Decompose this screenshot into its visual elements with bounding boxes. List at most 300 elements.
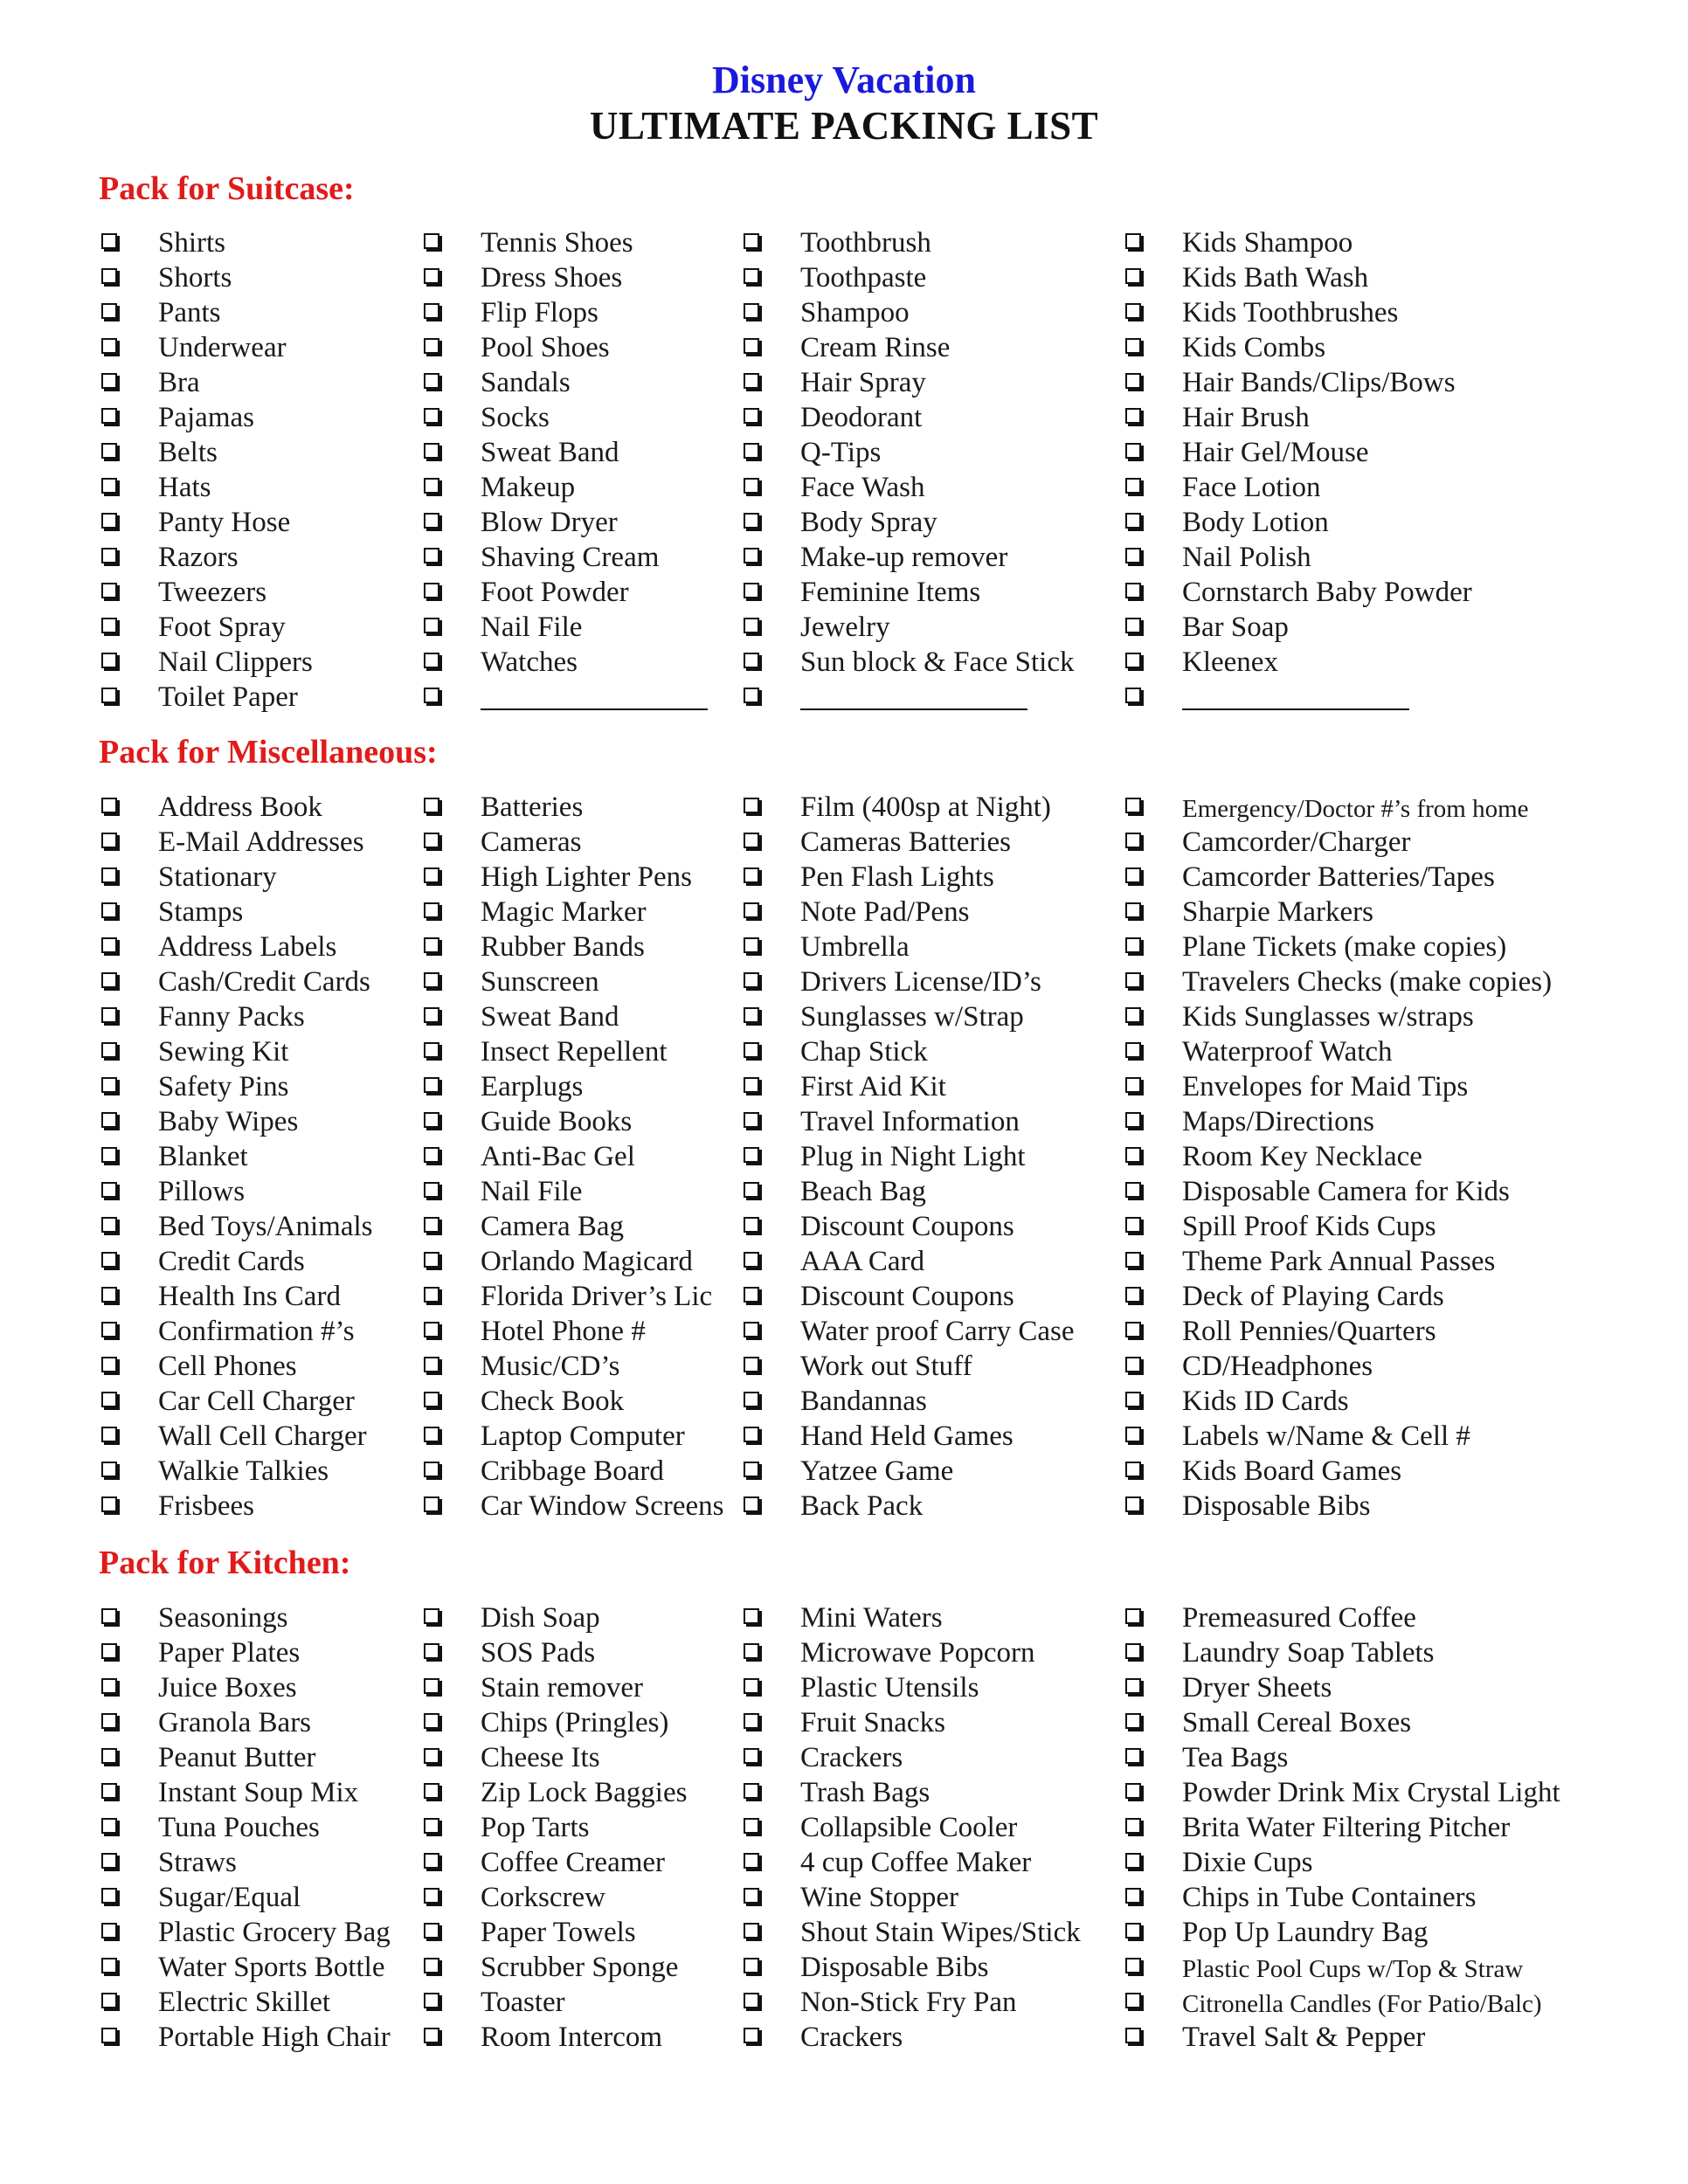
checkbox-icon[interactable] (1125, 1182, 1141, 1198)
item-label-pillows: Pillows (158, 1176, 246, 1207)
item-label-sewing-kit: Sewing Kit (158, 1036, 289, 1068)
item-label-kids-combs: Kids Combs (1182, 332, 1326, 363)
checkbox-icon[interactable] (1125, 233, 1141, 249)
checkbox-icon[interactable] (1125, 1958, 1141, 1973)
checkbox-icon[interactable] (424, 1042, 439, 1058)
item-label-belts: Belts (158, 437, 218, 468)
checkbox-icon[interactable] (424, 1643, 439, 1659)
document-subtitle: ULTIMATE PACKING LIST (589, 104, 1099, 148)
checkbox-icon[interactable] (744, 233, 759, 249)
checkbox-icon[interactable] (744, 972, 759, 988)
checkbox-icon[interactable] (424, 443, 439, 459)
checkbox-icon[interactable] (744, 1818, 759, 1834)
checkbox-icon[interactable] (101, 233, 117, 249)
checkbox-icon[interactable] (101, 1357, 117, 1372)
checkbox-icon[interactable] (744, 1888, 759, 1904)
checkbox-icon[interactable] (744, 937, 759, 953)
item-label-face-lotion: Face Lotion (1182, 472, 1321, 503)
item-label-laptop-computer: Laptop Computer (481, 1420, 685, 1452)
item-label-toothbrush: Toothbrush (800, 227, 931, 259)
checkbox-icon[interactable] (744, 902, 759, 918)
item-label-electric-skillet: Electric Skillet (158, 1987, 331, 2018)
checkbox-icon[interactable] (744, 798, 759, 813)
checkbox-icon[interactable] (1125, 1427, 1141, 1442)
checkbox-icon[interactable] (424, 373, 439, 389)
checkbox-icon[interactable] (744, 1427, 759, 1442)
checkbox-icon[interactable] (744, 1496, 759, 1512)
checkbox-icon[interactable] (1125, 1357, 1141, 1372)
item-label-non-stick-fry-pan: Non-Stick Fry Pan (800, 1987, 1017, 2018)
checkbox-icon[interactable] (424, 1888, 439, 1904)
item-label-baby-wipes: Baby Wipes (158, 1106, 299, 1137)
checkbox-icon[interactable] (1125, 268, 1141, 284)
item-label-toilet-paper: Toilet Paper (158, 681, 298, 713)
item-label-back-pack: Back Pack (800, 1490, 924, 1522)
checkbox-icon[interactable] (101, 1853, 117, 1869)
checkbox-icon[interactable] (744, 1392, 759, 1407)
checkbox-icon[interactable] (424, 867, 439, 883)
checkbox-icon[interactable] (424, 798, 439, 813)
item-label-fruit-snacks: Fruit Snacks (800, 1707, 945, 1738)
blank-entry-line[interactable] (800, 708, 1027, 710)
item-label-juice-boxes: Juice Boxes (158, 1672, 297, 1704)
checkbox-icon[interactable] (1125, 1608, 1141, 1624)
checkbox-icon[interactable] (1125, 867, 1141, 883)
checkbox-icon[interactable] (424, 2028, 439, 2043)
checkbox-icon[interactable] (744, 338, 759, 354)
checkbox-icon[interactable] (1125, 2028, 1141, 2043)
checkbox-icon[interactable] (424, 1853, 439, 1869)
checkbox-icon[interactable] (1125, 1713, 1141, 1729)
checkbox-icon[interactable] (101, 1643, 117, 1659)
item-label-shout-stain-wipes-stick: Shout Stain Wipes/Stick (800, 1917, 1081, 1948)
checkbox-icon[interactable] (424, 1427, 439, 1442)
checkbox-icon[interactable] (424, 1252, 439, 1268)
item-label-spill-proof-kids-cups: Spill Proof Kids Cups (1182, 1211, 1436, 1242)
checkbox-icon[interactable] (744, 1643, 759, 1659)
blank-entry-line[interactable] (1182, 708, 1409, 710)
checkbox-icon[interactable] (101, 1923, 117, 1939)
checkbox-icon[interactable] (744, 1112, 759, 1128)
checkbox-icon[interactable] (1125, 1217, 1141, 1233)
checkbox-icon[interactable] (744, 867, 759, 883)
checkbox-icon[interactable] (744, 1678, 759, 1694)
item-label-kids-bath-wash: Kids Bath Wash (1182, 262, 1369, 294)
checkbox-icon[interactable] (744, 1322, 759, 1337)
item-label-aaa-card: AAA Card (800, 1246, 925, 1277)
item-label-kids-shampoo: Kids Shampoo (1182, 227, 1353, 259)
item-label-blow-dryer: Blow Dryer (481, 507, 618, 538)
item-label-flip-flops: Flip Flops (481, 297, 598, 328)
checkbox-icon[interactable] (101, 268, 117, 284)
item-label-travelers-checks-make-copies: Travelers Checks (make copies) (1182, 966, 1553, 998)
checkbox-icon[interactable] (1125, 653, 1141, 668)
checkbox-icon[interactable] (101, 513, 117, 529)
checkbox-icon[interactable] (744, 1923, 759, 1939)
item-label-4-cup-coffee-maker: 4 cup Coffee Maker (800, 1847, 1032, 1878)
checkbox-icon[interactable] (424, 1287, 439, 1303)
checkbox-icon[interactable] (744, 1182, 759, 1198)
checkbox-icon[interactable] (101, 1496, 117, 1512)
checkbox-icon[interactable] (1125, 798, 1141, 813)
checkbox-icon[interactable] (424, 268, 439, 284)
item-label-deodorant: Deodorant (800, 402, 923, 433)
checkbox-icon[interactable] (424, 1713, 439, 1729)
checkbox-icon[interactable] (424, 972, 439, 988)
checkbox-icon[interactable] (424, 338, 439, 354)
item-label-hair-bands-clips-bows: Hair Bands/Clips/Bows (1182, 367, 1456, 398)
checkbox-icon[interactable] (101, 1287, 117, 1303)
checkbox-icon[interactable] (744, 1993, 759, 2008)
item-label-theme-park-annual-passes: Theme Park Annual Passes (1182, 1246, 1496, 1277)
checkbox-icon[interactable] (101, 1112, 117, 1128)
checkbox-icon[interactable] (744, 268, 759, 284)
checkbox-icon[interactable] (101, 833, 117, 848)
item-label-hotel-phone: Hotel Phone # (481, 1316, 646, 1347)
checkbox-icon[interactable] (744, 548, 759, 563)
item-label-labels-w-name-cell: Labels w/Name & Cell # (1182, 1420, 1470, 1452)
checkbox-icon[interactable] (101, 1958, 117, 1973)
checkbox-icon[interactable] (424, 937, 439, 953)
checkbox-icon[interactable] (424, 1217, 439, 1233)
checkbox-icon[interactable] (101, 583, 117, 598)
checkbox-icon[interactable] (101, 548, 117, 563)
checkbox-icon[interactable] (744, 1252, 759, 1268)
item-label-foot-spray: Foot Spray (158, 612, 286, 643)
item-label-travel-salt-pepper: Travel Salt & Pepper (1182, 2022, 1426, 2053)
checkbox-icon[interactable] (1125, 1322, 1141, 1337)
item-label-note-pad-pens: Note Pad/Pens (800, 896, 970, 928)
item-label-florida-driver-s-lic: Florida Driver’s Lic (481, 1281, 713, 1312)
item-label-instant-soup-mix: Instant Soup Mix (158, 1777, 359, 1808)
item-label-cameras: Cameras (481, 826, 582, 858)
checkbox-icon[interactable] (1125, 338, 1141, 354)
checkbox-icon[interactable] (1125, 1252, 1141, 1268)
item-label-cheese-its: Cheese Its (481, 1742, 600, 1773)
item-label-yatzee-game: Yatzee Game (800, 1455, 954, 1487)
checkbox-icon[interactable] (1125, 1042, 1141, 1058)
checkbox-icon[interactable] (1125, 1783, 1141, 1799)
item-label-disposable-bibs: Disposable Bibs (800, 1952, 989, 1983)
item-label-socks: Socks (481, 402, 550, 433)
checkbox-icon[interactable] (101, 2028, 117, 2043)
item-label-emergency-doctor-s-from-home: Emergency/Doctor #’s from home (1182, 795, 1529, 823)
checkbox-icon[interactable] (744, 1287, 759, 1303)
checkbox-icon[interactable] (744, 618, 759, 633)
item-label-crackers: Crackers (800, 1742, 903, 1773)
item-label-portable-high-chair: Portable High Chair (158, 2022, 391, 2053)
checkbox-icon[interactable] (424, 478, 439, 494)
checkbox-icon[interactable] (1125, 1287, 1141, 1303)
checkbox-icon[interactable] (424, 1993, 439, 2008)
checkbox-icon[interactable] (101, 1147, 117, 1163)
item-label-address-book: Address Book (158, 791, 322, 823)
checkbox-icon[interactable] (424, 1748, 439, 1764)
checkbox-icon[interactable] (101, 653, 117, 668)
item-label-credit-cards: Credit Cards (158, 1246, 305, 1277)
checkbox-icon[interactable] (424, 1147, 439, 1163)
item-label-high-lighter-pens: High Lighter Pens (481, 861, 692, 893)
checkbox-icon[interactable] (101, 338, 117, 354)
checkbox-icon[interactable] (1125, 1678, 1141, 1694)
checkbox-icon[interactable] (101, 1322, 117, 1337)
checkbox-icon[interactable] (424, 1182, 439, 1198)
document-title: Disney Vacation (712, 59, 976, 101)
checkbox-icon[interactable] (101, 1182, 117, 1198)
checkbox-icon[interactable] (1125, 1643, 1141, 1659)
checkbox-icon[interactable] (101, 867, 117, 883)
item-label-sun-block-face-stick: Sun block & Face Stick (800, 646, 1075, 678)
checkbox-icon[interactable] (101, 478, 117, 494)
section-heading-miscellaneous: Pack for Miscellaneous: (99, 734, 438, 771)
item-label-disposable-bibs: Disposable Bibs (1182, 1490, 1371, 1522)
checkbox-icon[interactable] (744, 408, 759, 424)
checkbox-icon[interactable] (424, 1462, 439, 1477)
item-label-camcorder-charger: Camcorder/Charger (1182, 826, 1411, 858)
item-label-zip-lock-baggies: Zip Lock Baggies (481, 1777, 688, 1808)
checkbox-icon[interactable] (1125, 1392, 1141, 1407)
checkbox-icon[interactable] (101, 937, 117, 953)
checkbox-icon[interactable] (1125, 408, 1141, 424)
checkbox-icon[interactable] (424, 618, 439, 633)
item-label-sharpie-markers: Sharpie Markers (1182, 896, 1374, 928)
checkbox-icon[interactable] (101, 1993, 117, 2008)
checkbox-icon[interactable] (1125, 1888, 1141, 1904)
checkbox-icon[interactable] (101, 618, 117, 633)
checkbox-icon[interactable] (1125, 1496, 1141, 1512)
checkbox-icon[interactable] (424, 408, 439, 424)
checkbox-icon[interactable] (744, 1748, 759, 1764)
checkbox-icon[interactable] (101, 1608, 117, 1624)
checkbox-icon[interactable] (1125, 618, 1141, 633)
checkbox-icon[interactable] (1125, 478, 1141, 494)
checkbox-icon[interactable] (1125, 513, 1141, 529)
checkbox-icon[interactable] (424, 688, 439, 703)
item-label-powder-drink-mix-crystal-light: Powder Drink Mix Crystal Light (1182, 1777, 1560, 1808)
checkbox-icon[interactable] (101, 688, 117, 703)
checkbox-icon[interactable] (101, 1888, 117, 1904)
item-label-bandannas: Bandannas (800, 1386, 927, 1417)
checkbox-icon[interactable] (101, 1462, 117, 1477)
checkbox-icon[interactable] (424, 1818, 439, 1834)
checkbox-icon[interactable] (101, 1678, 117, 1694)
checkbox-icon[interactable] (424, 1322, 439, 1337)
item-label-watches: Watches (481, 646, 578, 678)
item-label-kids-sunglasses-w-straps: Kids Sunglasses w/straps (1182, 1001, 1474, 1033)
blank-entry-line[interactable] (481, 708, 708, 710)
item-label-music-cd-s: Music/CD’s (481, 1351, 620, 1382)
item-label-frisbees: Frisbees (158, 1490, 254, 1522)
item-label-plastic-utensils: Plastic Utensils (800, 1672, 979, 1704)
item-label-health-ins-card: Health Ins Card (158, 1281, 341, 1312)
checkbox-icon[interactable] (424, 1678, 439, 1694)
item-label-cell-phones: Cell Phones (158, 1351, 297, 1382)
checkbox-icon[interactable] (744, 1713, 759, 1729)
item-label-walkie-talkies: Walkie Talkies (158, 1455, 329, 1487)
item-label-address-labels: Address Labels (158, 931, 337, 963)
checkbox-icon[interactable] (744, 513, 759, 529)
checkbox-icon[interactable] (101, 1748, 117, 1764)
item-label-room-intercom: Room Intercom (481, 2022, 663, 2053)
checkbox-icon[interactable] (101, 1783, 117, 1799)
checkbox-icon[interactable] (744, 688, 759, 703)
checkbox-icon[interactable] (744, 443, 759, 459)
checkbox-icon[interactable] (101, 443, 117, 459)
checkbox-icon[interactable] (1125, 1147, 1141, 1163)
checkbox-icon[interactable] (744, 478, 759, 494)
checkbox-icon[interactable] (1125, 303, 1141, 319)
checkbox-icon[interactable] (424, 513, 439, 529)
checkbox-icon[interactable] (424, 1007, 439, 1023)
checkbox-icon[interactable] (1125, 688, 1141, 703)
checkbox-icon[interactable] (101, 1077, 117, 1093)
item-label-q-tips: Q-Tips (800, 437, 882, 468)
section-heading-suitcase: Pack for Suitcase: (99, 170, 355, 207)
checkbox-icon[interactable] (1125, 1818, 1141, 1834)
item-label-crackers: Crackers (800, 2022, 903, 2053)
checkbox-icon[interactable] (424, 1112, 439, 1128)
item-label-work-out-stuff: Work out Stuff (800, 1351, 972, 1382)
item-label-waterproof-watch: Waterproof Watch (1182, 1036, 1393, 1068)
checkbox-icon[interactable] (424, 653, 439, 668)
item-label-pants: Pants (158, 297, 221, 328)
checkbox-icon[interactable] (101, 1042, 117, 1058)
checkbox-icon[interactable] (1125, 902, 1141, 918)
checkbox-icon[interactable] (744, 1217, 759, 1233)
checkbox-icon[interactable] (1125, 1748, 1141, 1764)
checkbox-icon[interactable] (1125, 1462, 1141, 1477)
item-label-granola-bars: Granola Bars (158, 1707, 312, 1738)
item-label-trash-bags: Trash Bags (800, 1777, 930, 1808)
checkbox-icon[interactable] (424, 1392, 439, 1407)
checkbox-icon[interactable] (1125, 1853, 1141, 1869)
checkbox-icon[interactable] (744, 1608, 759, 1624)
checkbox-icon[interactable] (101, 1007, 117, 1023)
checkbox-icon[interactable] (424, 583, 439, 598)
checkbox-icon[interactable] (1125, 1077, 1141, 1093)
checkbox-icon[interactable] (1125, 937, 1141, 953)
checkbox-icon[interactable] (424, 303, 439, 319)
checkbox-icon[interactable] (744, 1783, 759, 1799)
checkbox-icon[interactable] (101, 1713, 117, 1729)
item-label-earplugs: Earplugs (481, 1071, 584, 1102)
checkbox-icon[interactable] (1125, 1993, 1141, 2008)
checkbox-icon[interactable] (744, 1007, 759, 1023)
checkbox-icon[interactable] (744, 1958, 759, 1973)
checkbox-icon[interactable] (744, 583, 759, 598)
checkbox-icon[interactable] (101, 303, 117, 319)
item-label-orlando-magicard: Orlando Magicard (481, 1246, 693, 1277)
checkbox-icon[interactable] (744, 1042, 759, 1058)
checkbox-icon[interactable] (1125, 972, 1141, 988)
item-label-make-up-remover: Make-up remover (800, 542, 1008, 573)
item-label-nail-clippers: Nail Clippers (158, 646, 313, 678)
checkbox-icon[interactable] (424, 233, 439, 249)
item-label-peanut-butter: Peanut Butter (158, 1742, 316, 1773)
item-label-hats: Hats (158, 472, 211, 503)
checkbox-icon[interactable] (744, 303, 759, 319)
item-label-collapsible-cooler: Collapsible Cooler (800, 1812, 1018, 1843)
checkbox-icon[interactable] (744, 1357, 759, 1372)
item-label-seasonings: Seasonings (158, 1602, 288, 1634)
checkbox-icon[interactable] (424, 1608, 439, 1624)
checkbox-icon[interactable] (424, 833, 439, 848)
item-label-nail-file: Nail File (481, 1176, 583, 1207)
item-label-beach-bag: Beach Bag (800, 1176, 926, 1207)
checkbox-icon[interactable] (101, 902, 117, 918)
checkbox-icon[interactable] (424, 1783, 439, 1799)
item-label-toothpaste: Toothpaste (800, 262, 927, 294)
checkbox-icon[interactable] (1125, 373, 1141, 389)
item-label-wine-stopper: Wine Stopper (800, 1882, 959, 1913)
item-label-cameras-batteries: Cameras Batteries (800, 826, 1011, 858)
item-label-sweat-band: Sweat Band (481, 437, 619, 468)
checkbox-icon[interactable] (101, 798, 117, 813)
checkbox-icon[interactable] (424, 1357, 439, 1372)
checkbox-icon[interactable] (1125, 583, 1141, 598)
checkbox-icon[interactable] (744, 833, 759, 848)
checkbox-icon[interactable] (424, 1958, 439, 1973)
checkbox-icon[interactable] (101, 1818, 117, 1834)
checkbox-icon[interactable] (1125, 443, 1141, 459)
item-label-first-aid-kit: First Aid Kit (800, 1071, 946, 1102)
item-label-chap-stick: Chap Stick (800, 1036, 928, 1068)
checkbox-icon[interactable] (424, 1923, 439, 1939)
item-label-rubber-bands: Rubber Bands (481, 931, 645, 963)
item-label-body-lotion: Body Lotion (1182, 507, 1329, 538)
item-label-umbrella: Umbrella (800, 931, 910, 963)
checkbox-icon[interactable] (744, 653, 759, 668)
checkbox-icon[interactable] (101, 1217, 117, 1233)
item-label-pool-shoes: Pool Shoes (481, 332, 610, 363)
checkbox-icon[interactable] (101, 1252, 117, 1268)
checkbox-icon[interactable] (744, 1147, 759, 1163)
checkbox-icon[interactable] (1125, 548, 1141, 563)
item-label-travel-information: Travel Information (800, 1106, 1020, 1137)
checkbox-icon[interactable] (744, 1853, 759, 1869)
checkbox-icon[interactable] (424, 548, 439, 563)
item-label-sunglasses-w-strap: Sunglasses w/Strap (800, 1001, 1024, 1033)
item-label-insect-repellent: Insect Repellent (481, 1036, 668, 1068)
checkbox-icon[interactable] (424, 1077, 439, 1093)
item-label-feminine-items: Feminine Items (800, 577, 981, 608)
item-label-paper-plates: Paper Plates (158, 1637, 301, 1669)
item-label-cornstarch-baby-powder: Cornstarch Baby Powder (1182, 577, 1472, 608)
checkbox-icon[interactable] (101, 1427, 117, 1442)
checkbox-icon[interactable] (1125, 833, 1141, 848)
checkbox-icon[interactable] (1125, 1112, 1141, 1128)
checkbox-icon[interactable] (744, 1462, 759, 1477)
item-label-stamps: Stamps (158, 896, 244, 928)
checkbox-icon[interactable] (101, 408, 117, 424)
checkbox-icon[interactable] (424, 1496, 439, 1512)
item-label-hand-held-games: Hand Held Games (800, 1420, 1013, 1452)
item-label-car-cell-charger: Car Cell Charger (158, 1386, 355, 1417)
item-label-citronella-candles-for-patio-balc: Citronella Candles (For Patio/Balc) (1182, 1990, 1542, 2018)
checkbox-icon[interactable] (101, 1392, 117, 1407)
checkbox-icon[interactable] (101, 373, 117, 389)
checkbox-icon[interactable] (1125, 1007, 1141, 1023)
checkbox-icon[interactable] (744, 2028, 759, 2043)
item-label-shirts: Shirts (158, 227, 226, 259)
item-label-shampoo: Shampoo (800, 297, 910, 328)
checkbox-icon[interactable] (744, 1077, 759, 1093)
checkbox-icon[interactable] (424, 902, 439, 918)
checkbox-icon[interactable] (744, 373, 759, 389)
checkbox-icon[interactable] (1125, 1923, 1141, 1939)
checkbox-icon[interactable] (101, 972, 117, 988)
item-label-brita-water-filtering-pitcher: Brita Water Filtering Pitcher (1182, 1812, 1511, 1843)
